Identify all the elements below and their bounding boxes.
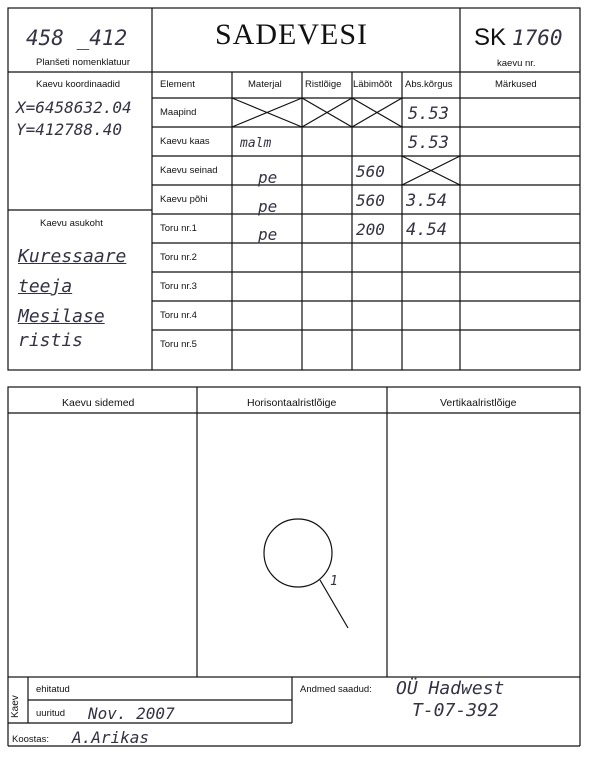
andmed-label: Andmed saadud: (300, 684, 372, 695)
labimoot-seinad: 560 (356, 162, 385, 181)
row-element-6: Toru nr.2 (160, 252, 197, 263)
col-kaevu-sidemed: Kaevu sidemed (62, 397, 135, 409)
koostas-value: A.Arikas (72, 728, 150, 747)
location-line-1: Kuressaare (18, 246, 127, 267)
col-horisontaalristloige: Horisontaalristlõige (247, 397, 337, 409)
koostas-label: Koostas: (12, 734, 49, 745)
materjal-pohi: pe (258, 197, 278, 216)
y-coordinate: Y=412788.40 (16, 120, 122, 139)
labimoot-toru1: 200 (356, 220, 385, 239)
row-element-2: Kaevu kaas (160, 136, 210, 147)
labimoot-pohi: 560 (356, 191, 385, 210)
header-materjal: Materjal (248, 79, 282, 90)
abs-pohi: 3.54 (406, 191, 447, 211)
header-markused: Märkused (495, 79, 537, 90)
row-element-5: Toru nr.1 (160, 223, 197, 234)
page-title: SADEVESI (215, 18, 369, 51)
row-element-9: Toru nr.5 (160, 339, 197, 350)
row-element-1: Maapind (160, 107, 197, 118)
ehitatud-label: ehitatud (36, 684, 70, 695)
uuritud-label: uuritud (36, 708, 66, 719)
materjal-kaas: malm (240, 136, 272, 151)
header-labimoot: Läbimõõt (353, 79, 393, 90)
x-coordinate: X=6458632.04 (16, 98, 132, 117)
location-line-3: Mesilase (18, 306, 105, 327)
coords-label: Kaevu koordinaadid (36, 79, 120, 90)
row-element-8: Toru nr.4 (160, 310, 197, 321)
andmed-line-2: T-07-392 (412, 700, 499, 721)
header-element: Element (160, 79, 195, 90)
location-line-4: ristis (18, 330, 84, 351)
kaevu-nr-label: kaevu nr. (497, 58, 536, 69)
location-line-2: teeja (18, 276, 73, 297)
col-vertikaalristloige: Vertikaalristlõige (440, 397, 517, 409)
row-element-3: Kaevu seinad (160, 165, 218, 176)
location-label: Kaevu asukoht (40, 218, 103, 229)
uuritud-value: Nov. 2007 (88, 704, 175, 723)
header-abs-korgus: Abs.kõrgus (405, 79, 453, 90)
nomenclature-label: Planšeti nomenklatuur (36, 57, 130, 68)
andmed-line-1: OÜ Hadwest (396, 678, 505, 699)
abs-kaas: 5.53 (408, 133, 449, 153)
abs-maapind: 5.53 (408, 104, 449, 124)
materjal-seinad: pe (258, 168, 278, 187)
abs-toru1: 4.54 (406, 220, 447, 240)
row-element-7: Toru nr.3 (160, 281, 197, 292)
header-ristloige: Ristlõige (305, 79, 342, 90)
kaev-label: Kaev (10, 695, 21, 718)
sk-number: 1760 (512, 26, 563, 50)
row-element-4: Kaevu põhi (160, 194, 208, 205)
materjal-toru1: pe (258, 225, 278, 244)
nomenclature-value: 458 _412 (26, 26, 128, 50)
sk-prefix: SK (474, 24, 507, 51)
pipe-label: 1 (330, 574, 338, 589)
